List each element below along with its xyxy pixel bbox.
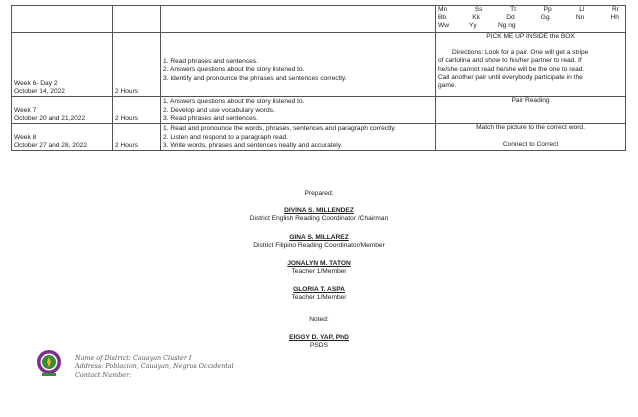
noted-label: Noted:: [309, 316, 329, 323]
objective-item: 3. Write words, phrases and sentences neatly and accurately.: [163, 141, 343, 149]
duration-cell: 2 Hours: [113, 124, 161, 151]
letter-pair: Nn: [575, 14, 585, 22]
activity-line: of cartolina and show to his/her partner to read. If: [438, 57, 582, 65]
activity-cell: [436, 97, 626, 124]
objective-item: 2. Listen and respond to a paragraph read.: [163, 133, 289, 141]
letter-pair: Kk: [472, 14, 480, 22]
objective-item: 2. Develop and use vocabulary words.: [163, 106, 275, 114]
activity-title: Pair Reading: [511, 97, 550, 104]
cell-empty: [113, 6, 161, 33]
lesson-plan-table: [11, 5, 626, 151]
signatory-role: Teacher 1/Member: [291, 294, 347, 302]
signatory-name: GINA S. MILLAREZ: [289, 234, 349, 241]
signatory-role: District English Reading Coordinator /Chairman: [249, 215, 389, 223]
district-seal-logo: [36, 349, 62, 378]
activity-line: game.: [438, 82, 457, 90]
objective-item: 1. Read phrases and sentences.: [163, 58, 258, 66]
table-row: [12, 124, 626, 151]
week-cell: [12, 33, 113, 97]
signatory-block: [0, 207, 638, 224]
letter-pair: Bb: [438, 14, 447, 22]
signatory-name: DIVINA S. MILLENDEZ: [284, 207, 354, 214]
footer-contact: Contact Number:: [75, 370, 132, 379]
objective-item: 3. Read phrases and sentences.: [163, 114, 258, 122]
footer-district: Name of District: Cauayan Cluster I: [75, 354, 192, 362]
letter-pair: Rr: [612, 6, 619, 13]
letter-pair: Ng ng: [498, 22, 516, 30]
letter-pair: Ww: [438, 22, 449, 30]
letter-pair: Tt: [510, 6, 516, 13]
signatory-block: [0, 234, 638, 251]
duration-cell: 2 Hours: [113, 33, 161, 97]
week-label: Week 8: [14, 133, 37, 141]
letters-cell: [436, 6, 626, 33]
objectives-cell: [161, 97, 436, 124]
signatory-role: Teacher 1/Member: [291, 268, 347, 276]
letter-pair: Hh: [610, 14, 619, 22]
activity-title: Match the picture to the correct word.: [476, 124, 585, 131]
activity-line: Directions: Look for a pair. One will get a stripe: [452, 49, 589, 57]
activity-line: Call another pair until everybody participate in the: [438, 73, 583, 81]
table-row: [12, 97, 626, 124]
objective-item: 3. Identify and pronounce the phrases and sentences correctly.: [163, 74, 347, 82]
week-label: Week 6- Day 2: [14, 79, 58, 87]
activity-cell: [436, 124, 626, 151]
week-date: October 20 and 21,2022: [14, 114, 86, 122]
letter-pair: Gg: [540, 14, 550, 22]
letter-pair: Yy: [469, 22, 477, 30]
activity-line: he/she cannot read he/she will be the one to read.: [438, 65, 585, 73]
objective-item: 1. Answers questions about the story listened to.: [163, 98, 305, 106]
signatory-block: [0, 286, 638, 303]
objectives-cell: [161, 124, 436, 151]
objective-item: 1. Read and pronounce the words, phrases, sentences and paragraph correctly.: [163, 125, 396, 133]
letters-line-2: [438, 14, 623, 22]
signatory-name: JONALYN M. TATON: [287, 260, 351, 267]
signatory-role: PSDS: [310, 342, 328, 350]
signatory-block: [0, 334, 638, 351]
week-label: Week 7: [14, 106, 37, 114]
week-cell: [12, 124, 113, 151]
signatory-name: EIGGY D. YAP, PhD: [289, 334, 349, 341]
table-row: [12, 33, 626, 97]
activity-title: PICK ME UP INSIDE the BOX: [486, 33, 575, 40]
letters-row: [12, 6, 626, 33]
cell-empty: [161, 6, 436, 33]
letter-pair: Dd: [506, 14, 515, 22]
letter-pair: Ll: [579, 6, 585, 13]
letters-line-3: [438, 22, 623, 30]
week-date: October 14, 2022: [14, 87, 65, 95]
signatory-name: GLORIA T. ASPA: [293, 286, 345, 293]
objective-item: 2. Answers questions about the story listened to.: [163, 66, 305, 74]
activity-footer: Connect to Correct: [502, 141, 559, 149]
signatory-role: District Filipino Reading Coordinator/Member: [253, 242, 385, 250]
footer-contact-block: [75, 354, 234, 379]
signatory-block: [0, 260, 638, 277]
letters-line-1: [438, 6, 623, 14]
prepared-label: Prepared:: [304, 190, 334, 197]
duration-cell: 2 Hours: [113, 97, 161, 124]
week-cell: [12, 97, 113, 124]
cell-empty: [12, 6, 113, 33]
footer-address: Address: Poblacion, Cauayan, Negros Occidental: [75, 362, 234, 371]
letter-pair: Mn: [438, 6, 448, 13]
letter-pair: Ss: [474, 6, 483, 13]
activity-cell: [436, 33, 626, 97]
objectives-cell: [161, 33, 436, 97]
week-date: October 27 and 28, 2022: [14, 141, 87, 149]
letter-pair: Pp: [543, 6, 552, 13]
